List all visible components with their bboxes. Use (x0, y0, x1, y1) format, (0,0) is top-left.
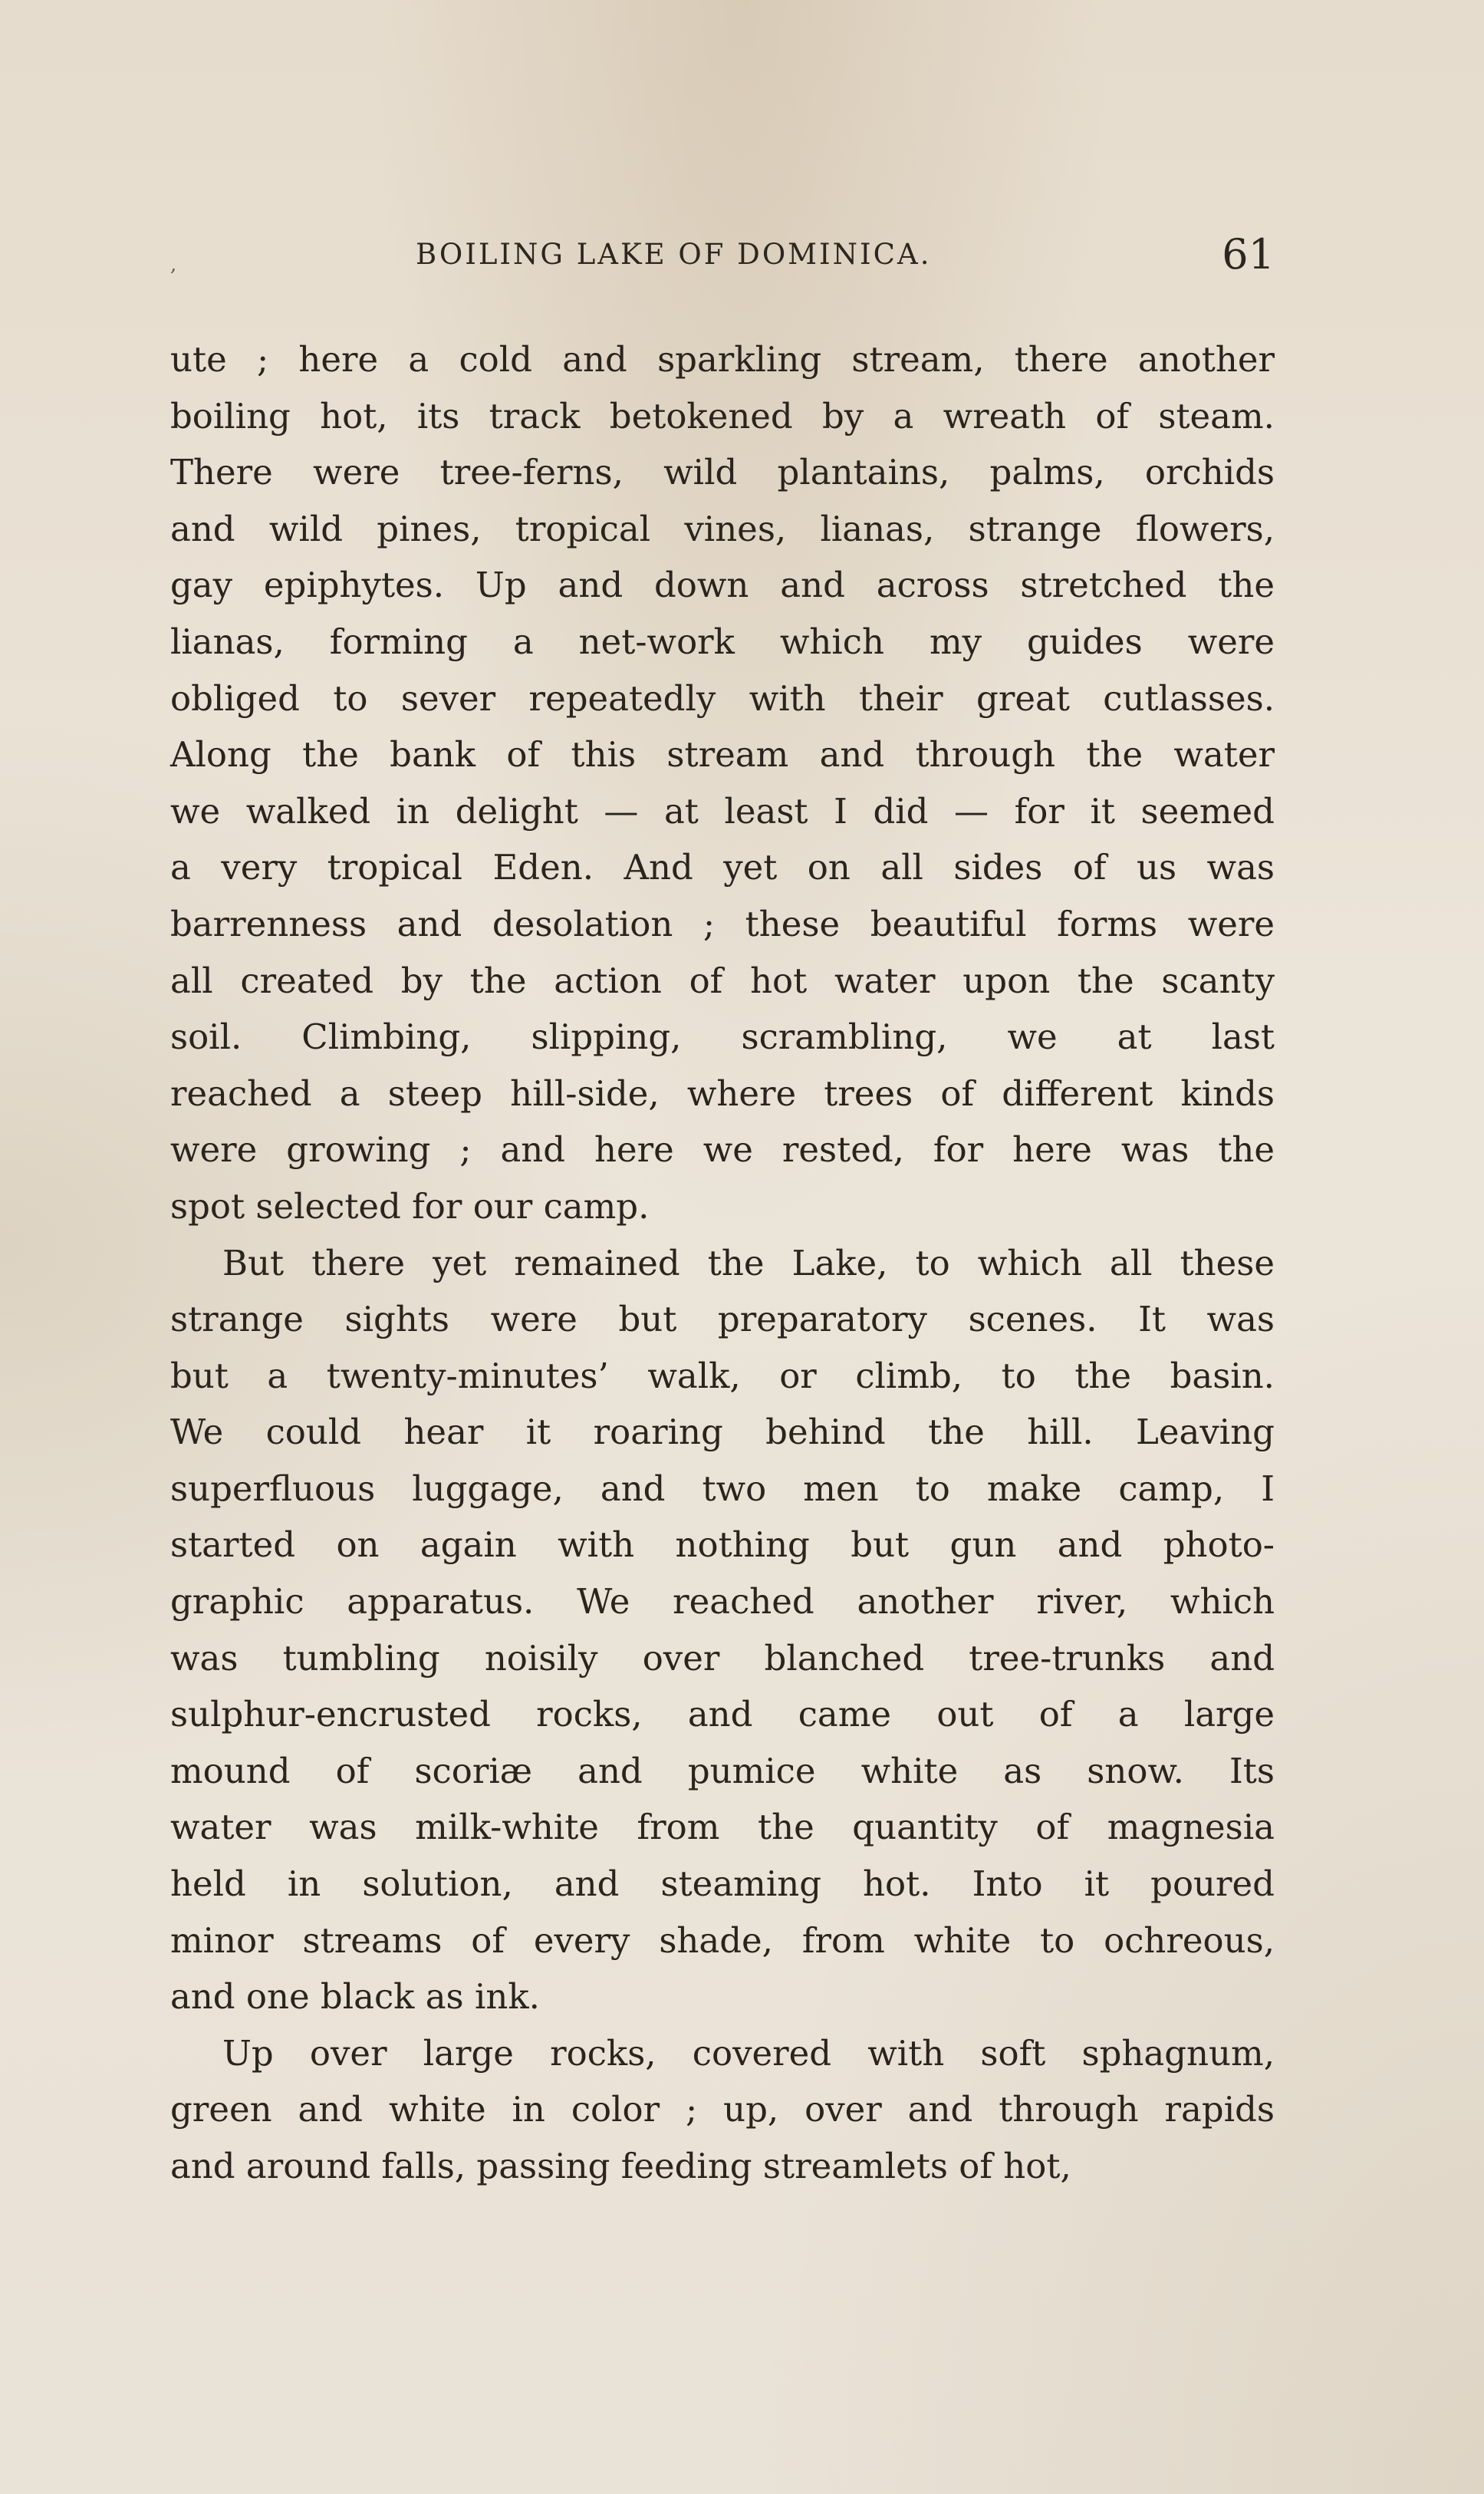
text-line: held in solution, and steaming hot. Into it poured (170, 1863, 1275, 1905)
text-line: spot selected for our camp. (170, 1185, 650, 1227)
text-line: We could hear it roaring behind the hill. Leaving (170, 1412, 1275, 1453)
text-line: minor streams of every shade, from white to ochreous, (170, 1919, 1275, 1961)
text-line: barrenness and desolation ; these beautiful forms were (170, 903, 1275, 944)
text-line: and around falls, passing feeding streamlets of hot, (170, 2146, 1071, 2186)
text-line: reached a steep hill-side, where trees of different kinds (170, 1072, 1275, 1114)
text-line: we walked in delight — at least I did — for it seemed (170, 790, 1275, 832)
page-header (170, 230, 1275, 284)
running-head: BOILING LAKE OF DOMINICA. (416, 238, 932, 271)
header-mark: , (170, 253, 177, 276)
text-line: a very tropical Eden. And yet on all sides of us was (170, 847, 1275, 888)
text-line: water was milk-white from the quantity of magnesia (170, 1807, 1275, 1848)
text-line: mound of scoriæ and pumice white as snow. Its (170, 1750, 1275, 1791)
text-line: There were tree-ferns, wild plantains, palms, orchids (170, 452, 1275, 493)
text-line: strange sights were but preparatory scenes. It was (170, 1299, 1275, 1340)
paragraph (170, 2025, 1275, 2195)
text-line: lianas, forming a net-work which my guides were (170, 621, 1275, 662)
text-line: and wild pines, tropical vines, lianas, strange flowers, (170, 508, 1275, 549)
text-line: soil. Climbing, slipping, scrambling, we at last (170, 1016, 1275, 1058)
text-line: superfluous luggage, and two men to make camp, I (170, 1468, 1275, 1509)
text-line: green and white in color ; up, over and through rapids (170, 2089, 1275, 2130)
page-number: 61 (1222, 230, 1275, 278)
text-line: ute ; here a cold and sparkling stream, there another (170, 339, 1275, 380)
body-text (170, 331, 1275, 2195)
text-line: sulphur-encrusted rocks, and came out of a large (170, 1694, 1275, 1735)
paragraph (170, 1235, 1275, 2025)
text-line: were growing ; and here we rested, for here was the (170, 1129, 1275, 1171)
text-line: all created by the action of hot water upon the scanty (170, 960, 1275, 1001)
text-line: but a twenty-minutes’ walk, or climb, to the basin. (170, 1355, 1275, 1396)
text-line: and one black as ink. (170, 1976, 540, 2018)
text-line: boiling hot, its track betokened by a wreath of steam. (170, 395, 1275, 437)
text-line: Along the bank of this stream and through the water (170, 734, 1275, 776)
text-line: started on again with nothing but gun and photo- (170, 1524, 1275, 1566)
paragraph (170, 331, 1275, 1235)
text-line: obliged to sever repeatedly with their great cutlasses. (170, 677, 1275, 719)
text-line: was tumbling noisily over blanched tree-trunks and (170, 1637, 1275, 1679)
text-line: But there yet remained the Lake, to which all these (222, 1242, 1275, 1283)
text-line: graphic apparatus. We reached another river, which (170, 1581, 1275, 1623)
text-line: Up over large rocks, covered with soft sphagnum, (222, 2032, 1275, 2074)
text-line: gay epiphytes. Up and down and across stretched the (170, 565, 1275, 606)
